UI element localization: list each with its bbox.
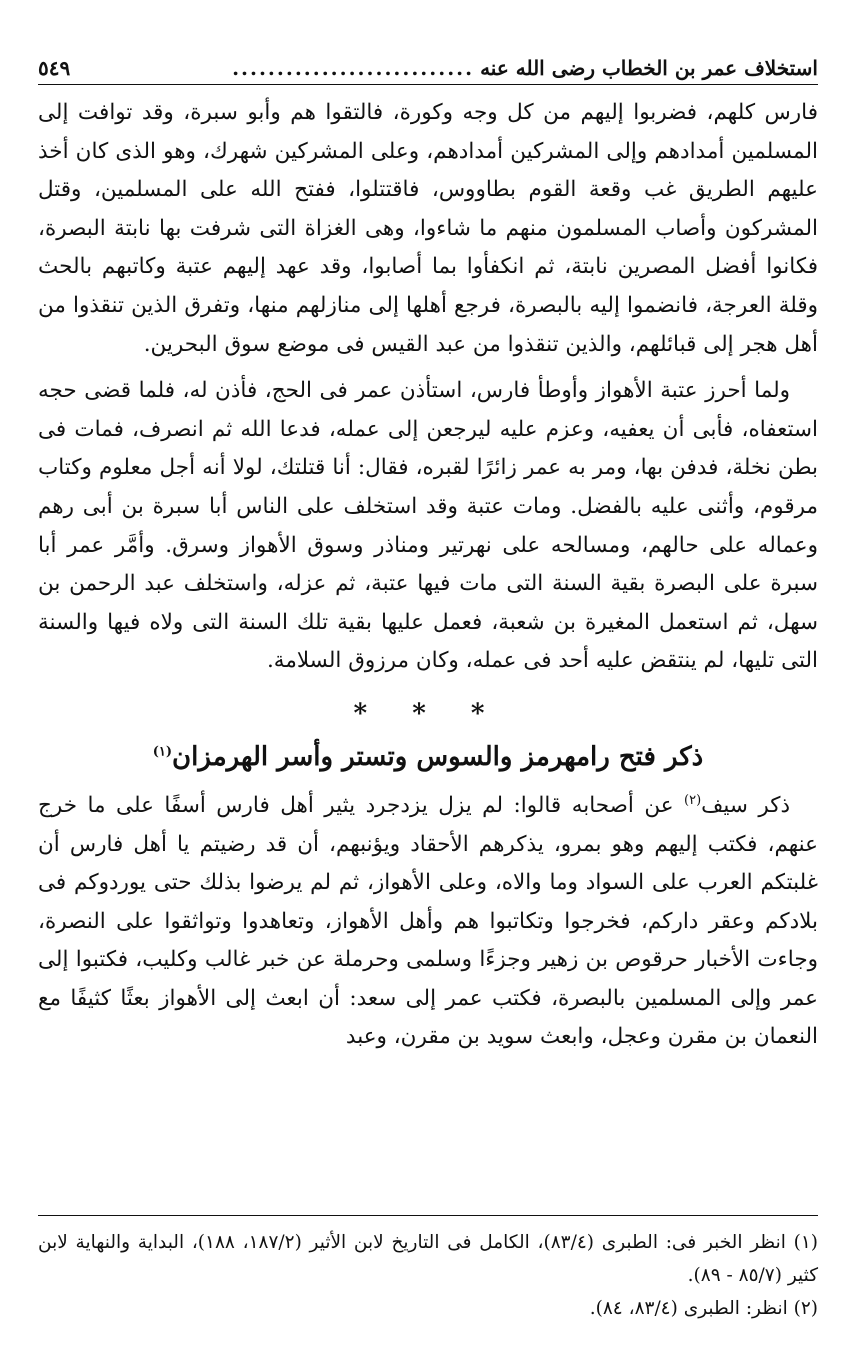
header-title: استخلاف عمر بن الخطاب رضى الله عنه [480, 56, 818, 80]
paragraph-section-text: عن أصحابه قالوا: لم يزل يزدجرد يثير أهل فارس أسفًا على ما خرج عنهم، فكتب إليهم وهو بمرو، يذكرهم الأحقاد ويؤنبهم، أن قد رضيتم يا أهل فارس أن غلبتكم العرب على السواد وما والاه، وعلى الأهواز، ثم لم يرضوا بذلك حتى يوردوكم فى بلادكم وعقر داركم، فخرجوا وتكاتبوا هم وأهل الأهواز، وتعاهدوا وتواثقوا على النصرة، وجاءت الأخبار حرقوص بن زهير وجزءًا وسلمى وحرملة عن خبر غالب وكليب، فكتبوا إلى عمر وإلى المسلمين بالبصرة، فكتب عمر إلى سعد: أن ابعث إلى الأهواز بعثًا كثيفًا مع النعمان بن مقرن وعجل، وابعث سويد بن مقرن، وعبد [38, 792, 818, 1050]
header-leader-dots: ........................... [232, 56, 475, 80]
paragraph-utba: ولما أحرز عتبة الأهواز وأوطأ فارس، استأذن عمر فى الحج، فأذن له، فلما قضى حجه استعفاه، فأبى أن يعفيه، وعزم عليه ليرجعن إلى عمله، فدعا الله ثم انصرف، فمات فى بطن نخلة، فدفن بها، ومر به عمر زائرًا لقبره، فقال: أنا قتلتك، لولا أنه أجل معلوم وكتاب مرقوم، وأثنى عليه بالفضل. ومات عتبة وقد استخلف على الناس أبا سبرة بن أبى رهم وعماله على حالهم، ومسالحه على نهرتير ومناذر وسوق الأهواز وسرق. وأمَّر عمر أبا سبرة على البصرة بقية السنة التى مات فيها عتبة، ثم عزله، واستخلف عبد الرحمن بن سهل، ثم استعمل المغيرة بن شعبة، فعمل عليها بقية تلك السنة التى ولاه فيها والسنة التى تليها، لم ينتقض عليه أحد فى عمله، وكان مرزوق السلامة. [38, 378, 818, 674]
paragraph-lead: ذكر سيف [701, 792, 791, 818]
footnotes [38, 1226, 818, 1325]
footnote-ref-1: (١) [152, 744, 173, 760]
footnote-separator [38, 1215, 818, 1216]
page-body [38, 94, 818, 1057]
footnote-1: (١) انظر الخبر فى: الطبرى (٨٣/٤)، الكامل فى التاريخ لابن الأثير (١٨٧/٢، ١٨٨)، البداية والنهاية لابن كثير (٨٥/٧ - ٨٩). [38, 1232, 819, 1286]
footnote-ref-2: (٢) [684, 792, 702, 808]
section-heading-text: ذكر فتح رامهرمز والسوس وتستر وأسر الهرمزان [172, 741, 704, 772]
footnote-2: (٢) انظر: الطبرى (٨٣/٤، ٨٤). [589, 1298, 818, 1319]
running-header [38, 44, 818, 85]
section-heading [38, 737, 818, 777]
page-number: ٥٤٩ [38, 56, 71, 80]
paragraph-continued: فارس كلهم، فضربوا إليهم من كل وجه وكورة، فالتقوا هم وأبو سبرة، وقد توافت إلى المسلمين أمدادهم وإلى المشركين أمدادهم، وعلى المشركين شهرك، وهو الذى كان أخذ عليهم الطريق غب وقعة القوم بطاووس، فاقتتلوا، ففتح الله على المسلمين، وقتل المشركون وأصاب المسلمون منهم ما شاءوا، وهى الغزاة التى شرفت بها نابتة البصرة، فكانوا أفضل المصرين نابتة، ثم انكفأوا بما أصابوا، وقد عهد إليهم عتبة وكاتبهم بالحث وقلة العرجة، فانضموا إليه بالبصرة، فرجع أهلها إلى منازلهم منها، وتفرق الذين تنقذوا من أهل هجر إلى قبائلهم، والذين تنقذوا من عبد القيس فى موضع سوق البحرين. [38, 100, 818, 357]
paragraph-section [38, 787, 818, 1057]
section-divider-stars: * * * [353, 698, 503, 729]
